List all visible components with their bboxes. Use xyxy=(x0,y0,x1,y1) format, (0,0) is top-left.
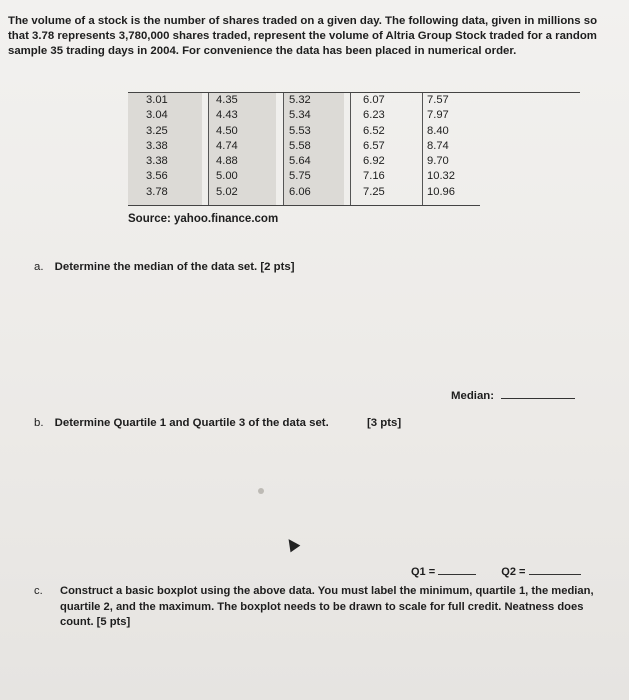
stock-volume-table xyxy=(128,92,580,211)
problem-intro xyxy=(8,14,620,59)
table-cell: 3.56 xyxy=(146,170,168,183)
question-c-body xyxy=(60,584,614,631)
q2-label: Q2 = xyxy=(501,566,526,578)
column-divider xyxy=(283,93,284,205)
question-b-text: Determine Quartile 1 and Quartile 3 of the data set. xyxy=(54,417,329,429)
table-cell: 4.74 xyxy=(216,139,238,152)
table-cell: 9.70 xyxy=(427,155,449,168)
pointer-cursor-icon xyxy=(284,536,301,553)
table-cell: 6.23 xyxy=(363,109,385,122)
table-cell: 4.50 xyxy=(216,124,238,137)
table-cell: 6.57 xyxy=(363,139,385,152)
question-b xyxy=(34,417,329,429)
intro-line: that 3.78 represents 3,780,000 shares traded, represent the volume of Altria Group Stock traded for a random xyxy=(8,30,597,42)
table-cell: 3.04 xyxy=(146,109,168,122)
table-column-5 xyxy=(422,93,479,205)
column-divider xyxy=(350,93,351,205)
smudge-mark xyxy=(258,488,264,494)
question-c xyxy=(34,584,614,631)
table-cell: 3.38 xyxy=(146,139,168,152)
table-cell: 10.32 xyxy=(427,170,455,183)
question-a-text: Determine the median of the data set. [2 pts] xyxy=(54,261,295,273)
median-label: Median: xyxy=(451,390,495,402)
table-cell: 6.52 xyxy=(363,124,385,137)
q1-label: Q1 = xyxy=(411,566,436,578)
table-cell: 4.35 xyxy=(216,94,238,106)
q2-answer-blank xyxy=(529,565,581,575)
table-cell: 7.57 xyxy=(427,94,449,106)
question-a-letter: a. xyxy=(34,261,44,273)
table-cell: 7.16 xyxy=(363,170,385,183)
table-cell: 3.78 xyxy=(146,185,168,198)
table-cell: 5.75 xyxy=(289,170,311,183)
table-source: Source: yahoo.finance.com xyxy=(128,213,279,225)
question-b-letter: b. xyxy=(34,417,44,429)
quartile-answers xyxy=(411,565,581,578)
intro-line: sample 35 trading days in 2004. For convenience the data has been placed in numerical order. xyxy=(8,45,517,57)
table-cell: 7.97 xyxy=(427,109,449,122)
table-cell: 5.32 xyxy=(289,94,311,106)
question-c-letter: c. xyxy=(34,585,43,597)
table-column-3 xyxy=(283,93,344,205)
table-cell: 8.74 xyxy=(427,139,449,152)
question-b-points: [3 pts] xyxy=(367,417,402,429)
median-answer xyxy=(451,388,575,402)
question-a xyxy=(34,261,295,273)
table-cell: 6.92 xyxy=(363,155,385,168)
table-column-1 xyxy=(128,93,202,205)
question-c-line: quartile 2, and the maximum. The boxplot needs to be drawn to scale for full credit. Neatness does xyxy=(60,600,584,613)
table-cell: 5.02 xyxy=(216,185,238,198)
table-cell: 5.58 xyxy=(289,139,311,152)
q1-answer-blank xyxy=(438,565,476,575)
question-c-line: count. [5 pts] xyxy=(60,616,131,628)
table-cell: 3.38 xyxy=(146,155,168,168)
table-cell: 10.96 xyxy=(427,185,455,198)
table-cell: 4.88 xyxy=(216,155,238,168)
table-cell: 5.00 xyxy=(216,170,238,183)
table-bottom-rule xyxy=(128,205,480,206)
table-column-4 xyxy=(358,93,413,205)
median-answer-blank xyxy=(501,388,575,399)
table-cell: 5.53 xyxy=(289,124,311,137)
table-cell: 5.64 xyxy=(289,155,311,168)
question-c-line: Construct a basic boxplot using the above data. You must label the minimum, quartile 1, the median, xyxy=(60,585,594,597)
table-cell: 6.06 xyxy=(289,185,311,198)
table-cell: 8.40 xyxy=(427,124,449,137)
column-divider xyxy=(422,93,423,205)
table-cell: 3.25 xyxy=(146,124,168,137)
table-cell: 7.25 xyxy=(363,185,385,198)
intro-line: The volume of a stock is the number of shares traded on a given day. The following data, given in millions so xyxy=(8,15,598,27)
table-cell: 6.07 xyxy=(363,94,385,106)
table-column-2 xyxy=(208,93,276,205)
table-cell: 4.43 xyxy=(216,109,238,122)
column-divider xyxy=(208,93,209,205)
table-cell: 5.34 xyxy=(289,109,311,122)
table-cell: 3.01 xyxy=(146,94,168,106)
